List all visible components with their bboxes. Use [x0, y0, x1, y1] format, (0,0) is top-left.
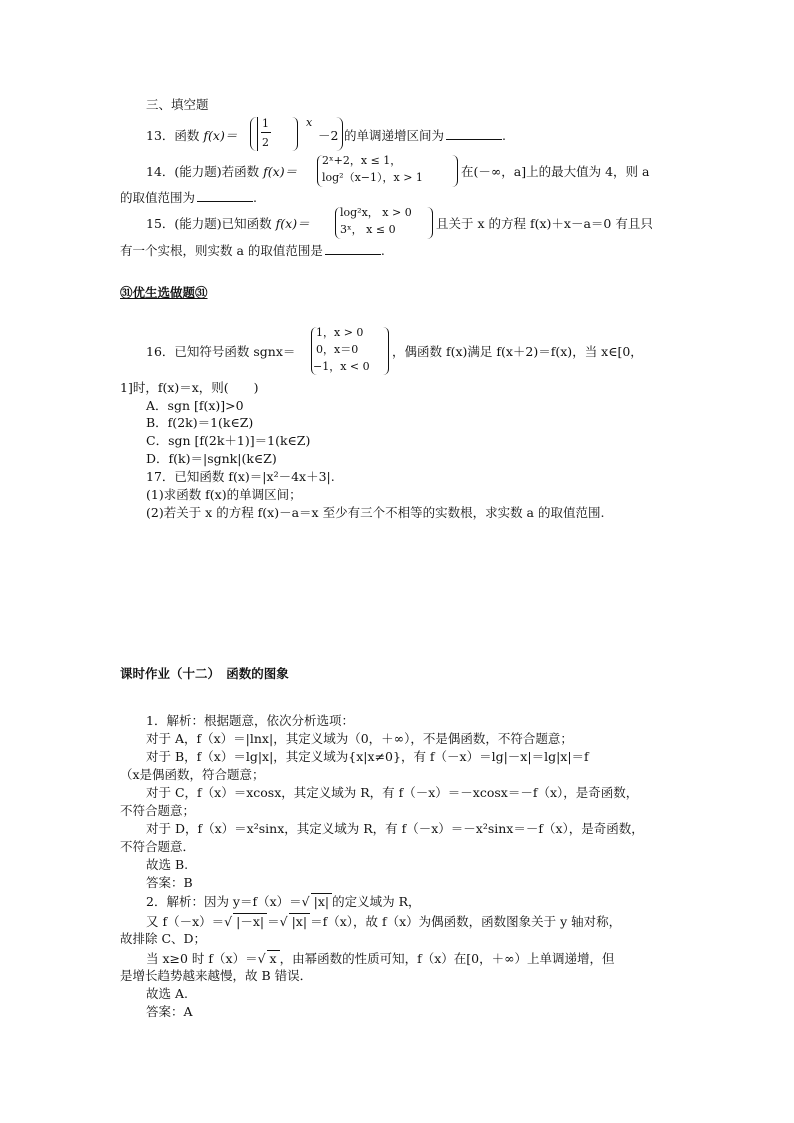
section-heading-fill-blank: 三、填空题: [146, 97, 209, 112]
q13-prefix: 13．函数: [146, 128, 200, 143]
q16-option-c: C．sgn [f(2k＋1)]＝1(k∈Z): [146, 433, 311, 448]
s2-sqrt-abs-x: |x|: [311, 893, 332, 910]
s1-line-4: （x是偶函数，符合题意；: [120, 767, 265, 782]
s1-line-7: 对于 D，f（x）＝x²sinx，其定义域为 R，有 f（－x）＝－x²sinx＝－f（x），是奇函数，: [146, 821, 644, 836]
q13-suffix-text: 的单调递增区间为: [344, 128, 445, 143]
s1-line-1: 1．解析：根据题意，依次分析选项：: [146, 713, 354, 728]
q16-option-d: D．f(k)＝|sgnk|(k∈Z): [146, 451, 277, 466]
s2-sqrt-abs-neg-x: |－x|: [233, 913, 267, 930]
q13-answer-blank[interactable]: [446, 128, 502, 140]
s1-line-9: 故选 B.: [146, 857, 189, 872]
q15-case-2: 3ˣ， x ≤ 0: [340, 223, 396, 236]
s1-line-8: 不符合题意．: [120, 839, 196, 854]
q15-brace-right: [427, 207, 433, 239]
s2-line-5: 是增长趋势越来越慢，故 B 错误．: [120, 968, 313, 983]
s1-line-5: 对于 C，f（x）＝xcosx，其定义域为 R，有 f（－x）＝－xcosx＝－f（x），是奇函数，: [146, 785, 639, 800]
s1-line-2: 对于 A，f（x）＝|lnx|，其定义域为（0，＋∞），不是偶函数，不符合题意；: [146, 731, 573, 746]
q13-exponent: x: [306, 116, 313, 129]
q13-fraction-bar: [261, 132, 271, 133]
s2-line-2: 又 f（－x）＝√ |－x| ＝√ |x| ＝f（x），故 f（x）为偶函数，函数图象关于 y 轴对称，: [146, 914, 622, 929]
s2-line-6: 故选 A.: [146, 986, 188, 1001]
s1-line-10: 答案：B: [146, 875, 193, 890]
q16-option-a: A．sgn [f(x)]>0: [146, 398, 244, 413]
q15-suffix: 且关于 x 的方程 f(x)＋x－a＝0 有且只: [436, 216, 653, 231]
q16-case-3: −1，x < 0: [313, 360, 370, 373]
q15-fx: f(x)＝: [275, 216, 310, 231]
q15-case-1: log²x， x > 0: [340, 206, 412, 219]
q15-prefix: 15．(能力题)已知函数: [146, 216, 272, 231]
q14-case-2: log²（x−1），x > 1: [322, 171, 423, 184]
q14-brace-right: [452, 155, 458, 187]
q16-case-2: 0，x＝0: [316, 343, 359, 356]
q17-part-2: (2)若关于 x 的方程 f(x)－a＝x 至少有三个不相等的实数根，求实数 a 的取值范围.: [146, 505, 605, 520]
q13-line: [146, 128, 237, 144]
q13-numerator: 1: [262, 117, 269, 130]
s2-line-7: 答案：A: [146, 1004, 193, 1019]
q16-line-2: 1]时，f(x)＝x，则( ): [120, 380, 259, 395]
q13-abs-right: [336, 117, 343, 151]
q14-line-2: 的取值范围为 .: [120, 190, 257, 205]
q13-abs-left: [250, 117, 257, 151]
homework-title: 课时作业（十二） 函数的图象: [120, 666, 289, 681]
q15-line-2-text: 有一个实根，则实数 a 的取值范围是: [120, 243, 323, 258]
s2-line-1: 2．解析：因为 y＝f（x）＝√ |x| 的定义域为 R，: [146, 894, 421, 909]
q15-line: [146, 216, 310, 232]
q16-option-b: B．f(2k)＝1(k∈Z): [146, 415, 254, 430]
s1-line-6: 不符合题意；: [120, 803, 196, 818]
q14-fx: f(x)＝: [263, 164, 298, 179]
q13-minus-two: －2: [318, 128, 339, 143]
q17-part-1: (1)求函数 f(x)的单调区间；: [146, 487, 302, 502]
q14-prefix: 14．(能力题)若函数: [146, 164, 260, 179]
q13-fx: f(x)＝: [203, 128, 238, 143]
q16-case-1: 1，x > 0: [316, 326, 364, 339]
q14-suffix: 在(－∞，a]上的最大值为 4，则 a: [461, 164, 650, 179]
q14-case-1: 2ˣ+2，x ≤ 1，: [322, 154, 402, 167]
q16-suffix: ，偶函数 f(x)满足 f(x＋2)＝f(x)，当 x∈[0，: [392, 344, 643, 359]
s2-line-1-b: 的定义域为 R，: [332, 894, 421, 909]
q15-line-2: 有一个实根，则实数 a 的取值范围是 .: [120, 243, 385, 258]
s2-line-4-b: ，由幂函数的性质可知，f（x）在[0，＋∞）上单调递增，但: [279, 951, 615, 966]
q14-line: [146, 164, 297, 180]
q13-denominator: 2: [262, 136, 269, 149]
q15-answer-blank[interactable]: [325, 243, 381, 255]
q16-prefix: 16．已知符号函数 sgnx＝: [146, 344, 296, 359]
q14-line-2-text: 的取值范围为: [120, 190, 196, 205]
s2-line-2-b: ＝f（x），故 f（x）为偶函数，函数图象关于 y 轴对称，: [310, 914, 622, 929]
s2-sqrt-x: x: [267, 950, 280, 967]
s2-line-2-a: 又 f（－x）＝: [146, 914, 225, 929]
s2-line-4: 当 x≥0 时 f（x）＝√ x ，由幂函数的性质可知，f（x）在[0，＋∞）上单调递增，但: [146, 951, 615, 966]
s2-line-3: 故排除 C、D；: [120, 931, 207, 946]
q13-paren-right: [292, 117, 298, 151]
s1-line-3: 对于 B，f（x）＝lg|x|，其定义域为{x|x≠0}，有 f（－x）＝lg|－x|＝lg|x|＝f: [146, 749, 589, 764]
s2-line-4-a: 当 x≥0 时 f（x）＝: [146, 951, 258, 966]
q13-suffix: 的单调递增区间为 .: [344, 128, 506, 143]
section-title-advanced: ㉛优生选做题㉛: [120, 285, 208, 300]
q16-brace-right: [383, 327, 389, 375]
s2-line-2-eq: ＝: [267, 914, 280, 929]
s2-sqrt-abs-x-2: |x|: [289, 913, 310, 930]
s2-line-1-a: 2．解析：因为 y＝f（x）＝: [146, 894, 302, 909]
q17-stem: 17．已知函数 f(x)＝|x²－4x＋3|.: [146, 469, 335, 484]
q14-answer-blank[interactable]: [197, 190, 253, 202]
